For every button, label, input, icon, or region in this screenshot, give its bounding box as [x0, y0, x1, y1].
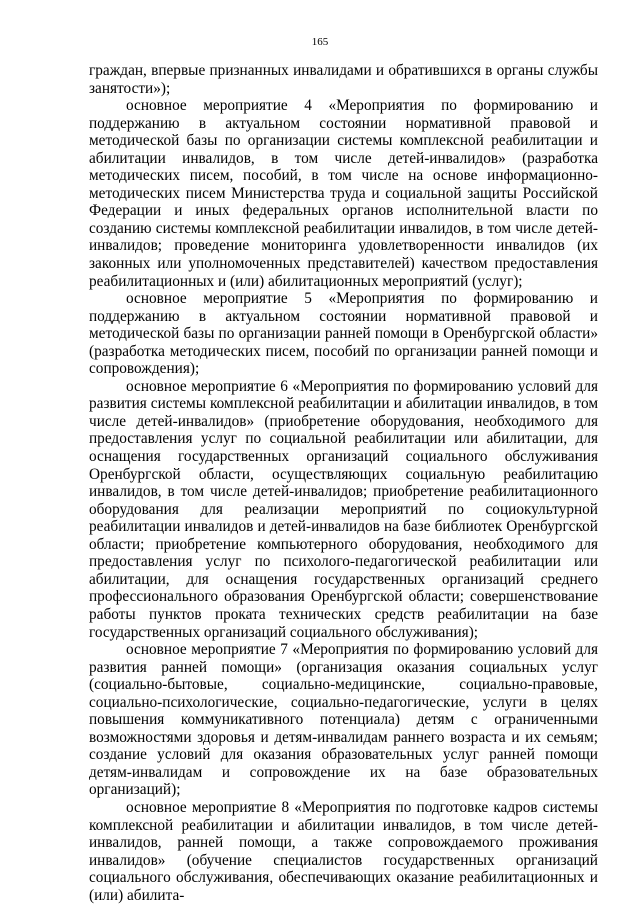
- body-paragraph: основное мероприятие 7 «Мероприятия по формированию условий для развития ранней помощи» (организация оказания социальных услуг (социально-бытовые, социально-медицинские, социально-правовые, социально-психологические, социально-педагогические, услуги в целях повышения коммуникативного потенциала) детям с ограниченными возможностями здоровья и детям-инвалидам раннего возраста и их семьям; создание условий для оказания образовательных услуг ранней помощи детям-инвалидам и сопровождение их на базе образовательных организаций);: [89, 641, 598, 799]
- body-paragraph: граждан, впервые признанных инвалидами и обратившихся в органы службы занятости»);: [89, 62, 598, 97]
- page-number: 165: [311, 36, 329, 48]
- body-paragraph: основное мероприятие 4 «Мероприятия по формированию и поддержанию в актуальном состоянии нормативной правовой и методической базы по организации системы комплексной реабилитации и абилитации инвалидов, в том числе детей-инвалидов» (разработка методических писем, пособий, в том числе на основе информационно-методических писем Министерства труда и социальной защиты Российской Федерации и иных федеральных органов исполнительной власти по созданию системы комплексной реабилитации инвалидов, в том числе детей-инвалидов; проведение мониторинга удовлетворенности инвалидов (их законных или уполномоченных представителей) качеством предоставления реабилитационных и (или) абилитационных мероприятий (услуг);: [89, 97, 598, 290]
- body-paragraph: основное мероприятие 8 «Мероприятия по подготовке кадров системы комплексной реабилитации и абилитации инвалидов, в том числе детей-инвалидов, ранней помощи, а также сопровождаемого проживания инвалидов» (обучение специалистов государственных организаций социального обслуживания, обеспечивающих оказание реабилитационных и (или) абилита-: [89, 798, 598, 904]
- page-body: [89, 62, 598, 904]
- body-paragraph: основное мероприятие 6 «Мероприятия по формированию условий для развития системы комплексной реабилитации и абилитации инвалидов, в том числе детей-инвалидов» (приобретение оборудования, необходимого для предоставления услуг по социальной реабилитации или абилитации, для оснащения государственных организаций социального обслуживания Оренбургской области, осуществляющих социальную реабилитацию инвалидов, в том числе детей-инвалидов; приобретение реабилитационного оборудования для реализации мероприятий по социокультурной реабилитации инвалидов и детей-инвалидов на базе библиотек Оренбургской области; приобретение компьютерного оборудования, необходимого для предоставления услуг по психолого-педагогической реабилитации или абилитации, для оснащения государственных организаций среднего профессионального образования Оренбургской области; совершенствование работы пунктов проката технических средств реабилитации на базе государственных организаций социального обслуживания);: [89, 377, 598, 641]
- body-paragraph: основное мероприятие 5 «Мероприятия по формированию и поддержанию в актуальном состоянии нормативной правовой и методической базы по организации ранней помощи в Оренбургской области» (разработка методических писем, пособий по организации ранней помощи и сопровождения);: [89, 290, 598, 378]
